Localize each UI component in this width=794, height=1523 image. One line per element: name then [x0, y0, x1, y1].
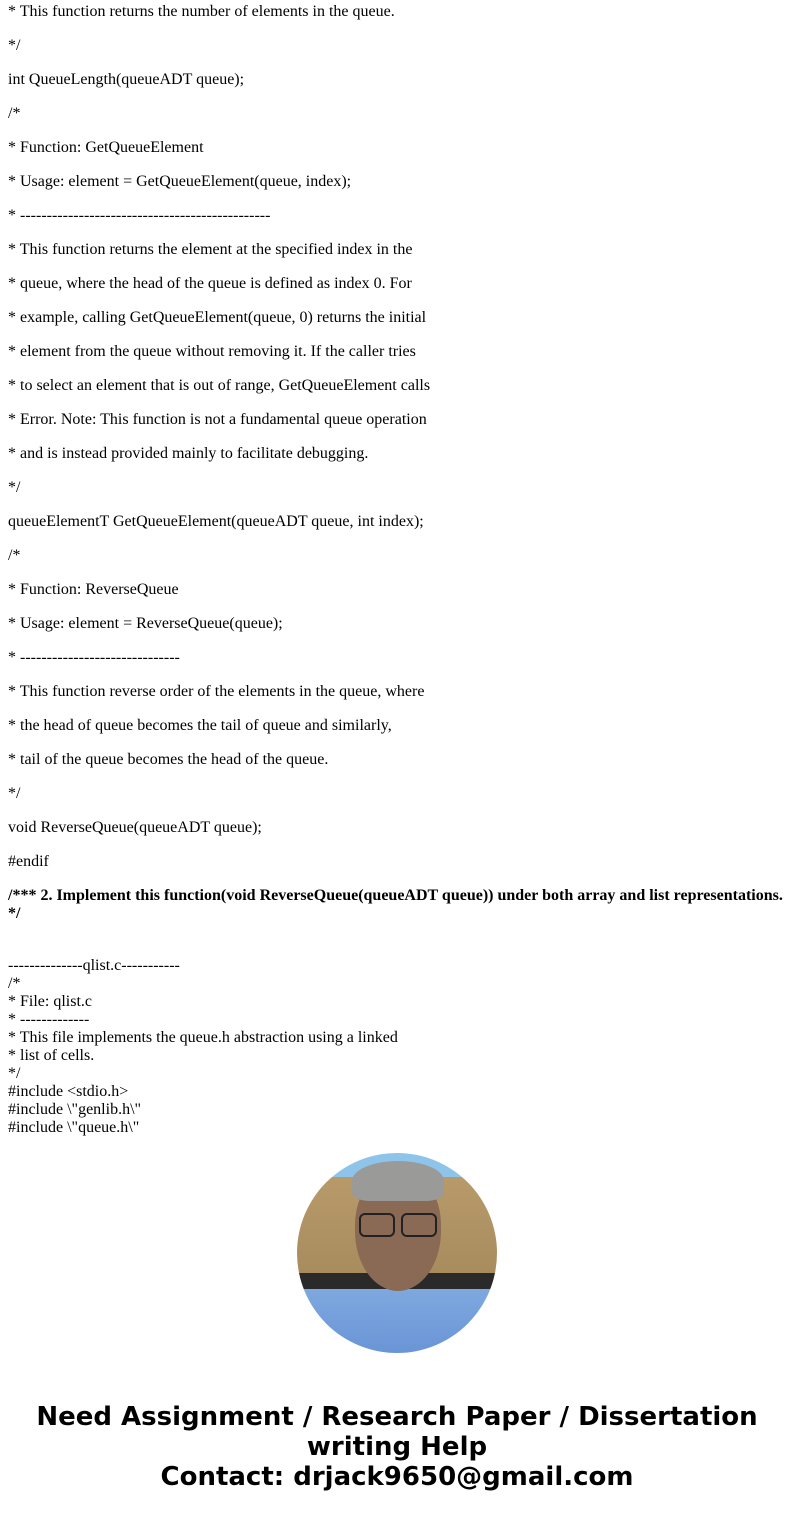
glasses-right-lens	[401, 1213, 437, 1237]
header-code-lines	[8, 3, 788, 871]
code-line: * This function returns the number of elements in the queue.	[8, 3, 395, 20]
footer-line-help: Need Assignment / Research Paper / Dissertation writing Help	[36, 1402, 758, 1462]
code-line: * ------------------------------	[8, 649, 180, 666]
code-line: */	[8, 785, 21, 802]
code-line: * Usage: element = ReverseQueue(queue);	[8, 615, 283, 632]
code-line: * This function returns the element at the specified index in the	[8, 241, 413, 258]
code-line: * Function: GetQueueElement	[8, 139, 204, 156]
footer-line-contact: Contact: drjack9650@gmail.com	[160, 1462, 634, 1492]
code-line: * Usage: element = GetQueueElement(queue, index);	[8, 173, 352, 190]
code-line: /*	[8, 105, 21, 122]
code-line: */	[8, 479, 21, 496]
code-line: * -----------------------------------------------	[8, 207, 271, 224]
code-line: #endif	[8, 853, 49, 870]
code-line: * This function reverse order of the elements in the queue, where	[8, 683, 425, 700]
code-line: * the head of queue becomes the tail of queue and similarly,	[8, 717, 392, 734]
document-content	[8, 0, 788, 1136]
author-avatar	[297, 1153, 497, 1353]
code-line: */	[8, 37, 21, 54]
code-line: * tail of the queue becomes the head of the queue.	[8, 751, 329, 768]
contact-footer	[0, 1402, 794, 1492]
avatar-hair	[352, 1161, 444, 1201]
code-line: queueElementT GetQueueElement(queueADT queue, int index);	[8, 513, 424, 530]
code-line: * queue, where the head of the queue is defined as index 0. For	[8, 275, 412, 292]
code-line: * example, calling GetQueueElement(queue, 0) returns the initial	[8, 309, 427, 326]
glasses-left-lens	[359, 1213, 395, 1237]
code-line: void ReverseQueue(queueADT queue);	[8, 819, 262, 836]
code-line: int QueueLength(queueADT queue);	[8, 71, 245, 88]
code-line: /*	[8, 547, 21, 564]
qlist-code-block: --------------qlist.c----------- /* * File: qlist.c * ------------- * This file implements the queue.h abstraction using a linked * list of cells. */ #include <stdio.h> #include \"genlib.h\" #include \"queue.h\"	[8, 957, 398, 1136]
code-line: * to select an element that is out of range, GetQueueElement calls	[8, 377, 431, 394]
task-statement: /*** 2. Implement this function(void ReverseQueue(queueADT queue)) under both array and list representations. */	[8, 887, 783, 922]
code-line: * and is instead provided mainly to facilitate debugging.	[8, 445, 369, 462]
code-line: * element from the queue without removing it. If the caller tries	[8, 343, 416, 360]
code-line: * Function: ReverseQueue	[8, 581, 179, 598]
code-line: * Error. Note: This function is not a fundamental queue operation	[8, 411, 427, 428]
